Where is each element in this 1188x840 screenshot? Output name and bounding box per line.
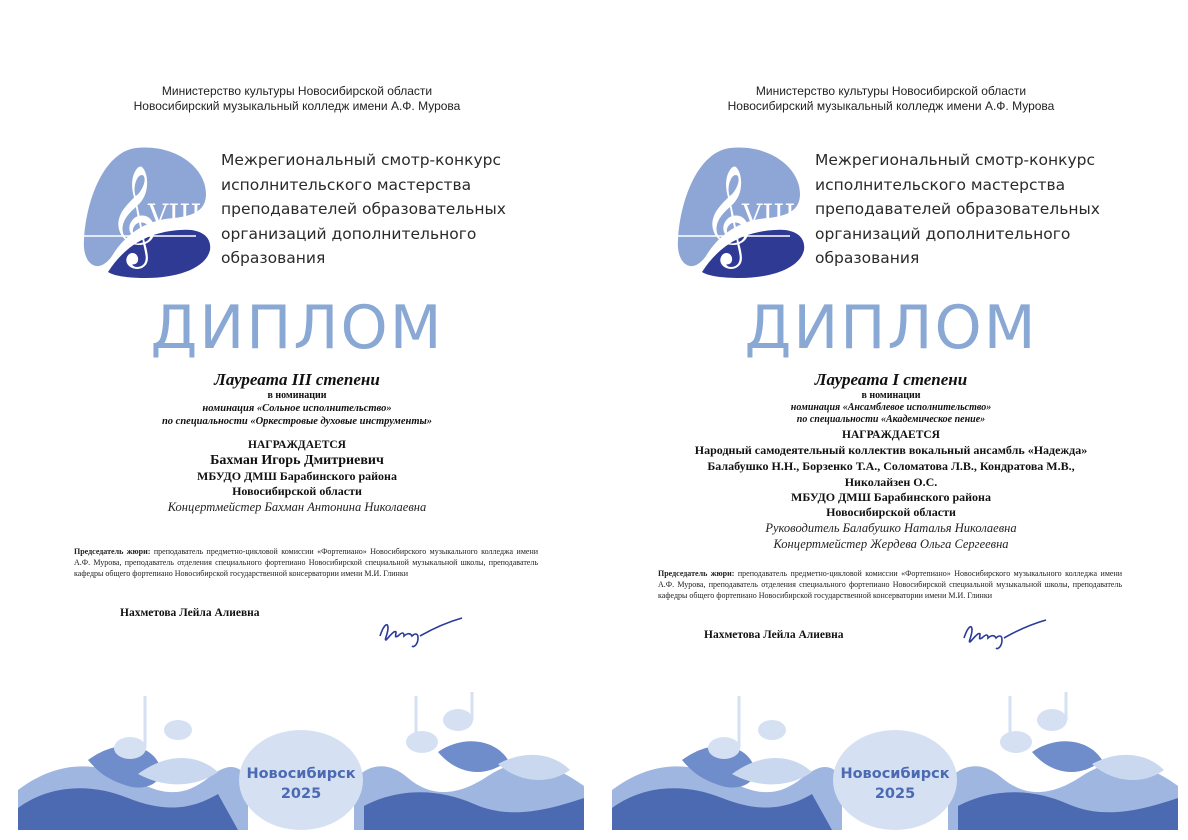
footer-waves: [612, 690, 1178, 830]
degree-title: Лауреата I степени: [814, 370, 968, 389]
members-line-1: Балабушко Н.Н., Борзенко Т.А., Соломатова Л.В., Кондратова М.В.,: [707, 459, 1075, 473]
contest-line: преподавателей образовательных: [815, 200, 1100, 218]
awarded-label: НАГРАЖДАЕТСЯ: [842, 429, 940, 441]
contest-line: преподавателей образовательных: [221, 200, 506, 218]
diploma-title: ДИПЛОМ: [744, 293, 1038, 363]
jury-chair-description: [658, 568, 1122, 601]
diploma-right: [594, 0, 1188, 840]
contest-logo: [672, 144, 808, 280]
jury-label: Председатель жюри:: [658, 569, 735, 578]
specialty: по специальности «Академическое пение»: [796, 414, 986, 425]
contest-line: исполнительского мастерства: [815, 175, 1066, 194]
jury-text: преподаватель предметно-цикловой комиссии «Фортепиано» Новосибирского музыкального колледжа имени А.Ф. Мурова, преподаватель отделения специального фортепиано Новосибирской специальной музыкальной школы, преподаватель кафедры общего фортепиано Новосибирской государственной консерватории имени М.И. Глинки: [658, 569, 1123, 600]
chair-name: Нахметова Лейла Алиевна: [120, 607, 260, 619]
footer-ornament: [18, 690, 584, 830]
ministry-header: [594, 84, 1188, 114]
contest-line: Межрегиональный смотр-конкурс: [221, 151, 502, 169]
contest-line: исполнительского мастерства: [221, 175, 472, 194]
organization-line-2: Новосибирской области: [826, 505, 956, 519]
nomination: номинация «Сольное исполнительство»: [202, 403, 392, 414]
ministry-line-2: Новосибирский музыкальный колледж имени А.Ф. Мурова: [727, 99, 1055, 113]
logo-numeral: VIII: [742, 198, 796, 231]
accompanist: Концертмейстер Жердева Ольга Сергеевна: [773, 537, 1009, 551]
recipient-name: Бахман Игорь Дмитриевич: [210, 453, 384, 468]
award-body: [654, 370, 1128, 552]
ministry-line-1: Министерство культуры Новосибирской области: [161, 84, 433, 98]
footer-city: Новосибирск: [840, 766, 950, 782]
in-nomination-label: в номинации: [267, 390, 327, 401]
chair-name: Нахметова Лейла Алиевна: [704, 629, 844, 641]
ministry-line-1: Министерство культуры Новосибирской области: [755, 84, 1027, 98]
contest-title: [221, 148, 521, 271]
leader: Руководитель Балабушко Наталья Николаевна: [765, 521, 1017, 535]
contest-line: Межрегиональный смотр-конкурс: [815, 151, 1096, 169]
contest-line: образования: [221, 249, 326, 267]
degree-title: Лауреата III степени: [214, 370, 380, 389]
contest-line: организаций дополнительного: [221, 224, 477, 243]
jury-chair-description: [74, 546, 538, 579]
members-line-2: Николайзен О.С.: [844, 475, 938, 489]
organization-line-2: Новосибирской области: [232, 484, 362, 498]
signature-image: [958, 616, 1050, 652]
footer-year: 2025: [280, 786, 322, 802]
awarded-label: НАГРАЖДАЕТСЯ: [248, 439, 346, 451]
footer-ornament: [612, 690, 1178, 830]
contest-line: организаций дополнительного: [815, 224, 1071, 243]
signature-image: [374, 614, 466, 650]
jury-text: преподаватель предметно-цикловой комиссии «Фортепиано» Новосибирского музыкального колледжа имени А.Ф. Мурова, преподаватель отделения специального фортепиано Новосибирской специальной музыкальной школы, преподаватель кафедры общего фортепиано Новосибирской государственной консерватории имени М.И. Глинки: [74, 547, 539, 578]
award-body: [60, 370, 534, 515]
footer-city-year: [612, 764, 1178, 804]
organization-line-1: МБУДО ДМШ Барабинского района: [197, 469, 397, 483]
accompanist: Концертмейстер Бахман Антонина Николаевна: [167, 500, 427, 514]
organization-line-1: МБУДО ДМШ Барабинского района: [791, 490, 991, 504]
nomination: номинация «Ансамблевое исполнительство»: [790, 402, 992, 413]
footer-year: 2025: [874, 786, 916, 802]
svg-text:𝄞: 𝄞: [108, 165, 159, 265]
ministry-line-2: Новосибирский музыкальный колледж имени А.Ф. Мурова: [133, 99, 461, 113]
in-nomination-label: в номинации: [861, 390, 921, 401]
svg-text:𝄞: 𝄞: [702, 165, 753, 265]
logo-numeral: VIII: [148, 198, 202, 231]
footer-city: Новосибирск: [246, 766, 356, 782]
diploma-title: ДИПЛОМ: [150, 293, 444, 363]
ministry-header: [0, 84, 594, 114]
specialty: по специальности «Оркестровые духовые инструменты»: [161, 416, 433, 427]
jury-label: Председатель жюри:: [74, 547, 151, 556]
footer-city-year: [18, 764, 584, 804]
contest-line: образования: [815, 249, 920, 267]
footer-waves: [18, 690, 584, 830]
ensemble-name: Народный самодеятельный коллектив вокальный ансамбль «Надежда»: [694, 443, 1088, 457]
contest-title: [815, 148, 1115, 271]
contest-logo: [78, 144, 214, 280]
